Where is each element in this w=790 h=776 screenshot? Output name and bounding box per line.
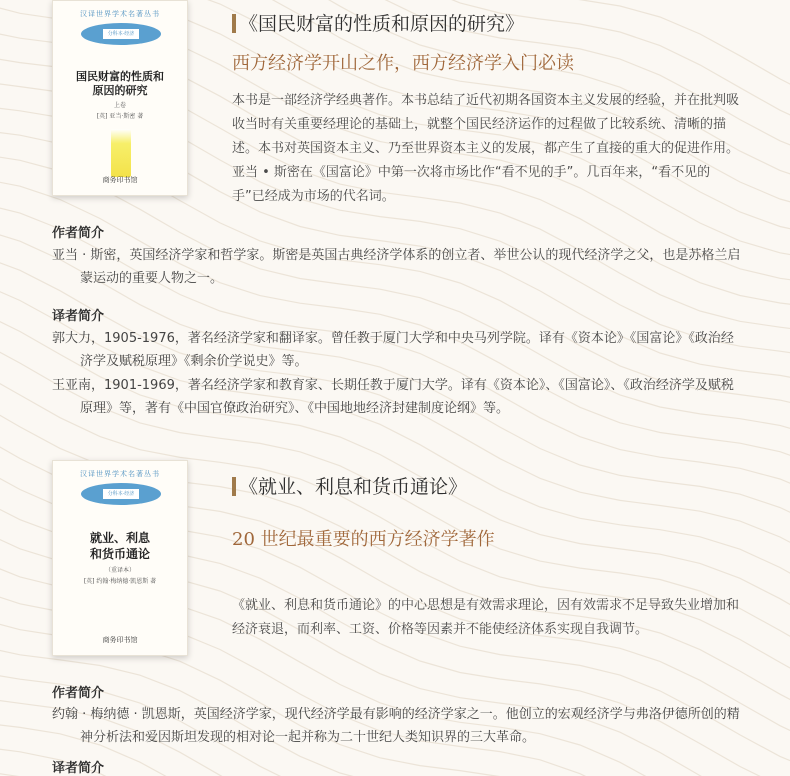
book-subtitle: 西方经济学开山之作，西方经济学入门必读 <box>232 53 574 74</box>
author-heading: 作者简介 <box>52 226 105 241</box>
cover-ribbon <box>81 23 161 45</box>
cover-volume: 上卷 <box>113 102 126 109</box>
translator-heading: 译者简介 <box>52 309 105 324</box>
cover-badge: 分科本·经济 <box>103 29 139 39</box>
cover-series-text: 汉译世界学术名著丛书 <box>80 470 160 478</box>
cover-title-line1: 国民财富的性质和 <box>76 70 164 83</box>
translator-heading: 译者简介 <box>52 761 105 776</box>
book-description: 本书是一部经济学经典著作。本书总结了近代初期各国资本主义发展的经验，并在批判吸收当时有关重要经理论的基础上，就整个国民经济运作的过程做了比较系统、清晰的描述。本书对英国资本主义、乃至世界资本主义的发展，都产生了直接的重大的促进作用。亚当 • 斯密在《国富论》中第一次将市场比作“看不见的手”。几百年来，“看不见的手”已经成为市场的代名词。 <box>232 93 740 204</box>
title-accent-bar <box>232 477 236 496</box>
cover-title-line2: 原因的研究 <box>92 84 148 97</box>
cover-author: [英] 约翰·梅纳德·凯恩斯 著 <box>83 578 157 585</box>
cover-yellow-strip <box>111 129 131 177</box>
book-title-text: 《就业、利息和货币通论》 <box>239 476 468 498</box>
cover-publisher: 商务印书馆 <box>102 176 138 184</box>
book-title-text: 《国民财富的性质和原因的研究》 <box>239 13 525 35</box>
book-cover-image <box>52 460 188 656</box>
cover-ribbon <box>81 483 161 505</box>
cover-title-line1: 就业、利息 <box>89 531 150 545</box>
book-description: 《就业、利息和货币通论》的中心思想是有效需求理论，因有效需求不足导致失业增加和经济衰退，而利率、工资、价格等因素并不能使经济体系实现自我调节。 <box>232 598 740 637</box>
book-title <box>232 9 524 36</box>
book-title <box>232 472 467 499</box>
translator-bio-1: 郭大力，1905-1976，著名经济学家和翻译家。曾任教于厦门大学和中央马列学院。译有《资本论》《国富论》《政治经济学及赋税原理》《剩余价学说史》等。 <box>52 331 734 369</box>
author-bio: 约翰 · 梅纳德 · 凯恩斯，英国经济学家，现代经济学最有影响的经济学家之一。他创立的宏观经济学与弗洛伊德所创的精神分析法和爱因斯坦发现的相对论一起并称为二十世纪人类知识界的三大革命。 <box>52 707 740 745</box>
book-cover-image <box>52 0 188 196</box>
title-accent-bar <box>232 14 236 33</box>
book-section-2 <box>0 460 790 776</box>
cover-series-text: 汉译世界学术名著丛书 <box>80 10 160 18</box>
cover-volume: （重译本） <box>104 567 135 574</box>
cover-publisher: 商务印书馆 <box>102 636 138 644</box>
cover-badge: 分科本·经济 <box>103 489 139 499</box>
cover-title-line2: 和货币通论 <box>89 547 150 561</box>
cover-author: [英] 亚当·斯密 著 <box>96 113 144 120</box>
author-heading: 作者简介 <box>52 686 105 701</box>
book-subtitle: 20 世纪最重要的西方经济学著作 <box>232 529 495 550</box>
translator-bio-2: 王亚南，1901-1969，著名经济学家和教育家、长期任教于厦门大学。译有《资本论》、《国富论》、《政治经济学及赋税原理》等，著有《中国官僚政治研究》、《中国地地经济封建制度论纲》等。 <box>52 378 734 416</box>
author-bio: 亚当 · 斯密，英国经济学家和哲学家。斯密是英国古典经济学体系的创立者、举世公认的现代经济学之父，也是苏格兰启蒙运动的重要人物之一。 <box>52 248 741 286</box>
